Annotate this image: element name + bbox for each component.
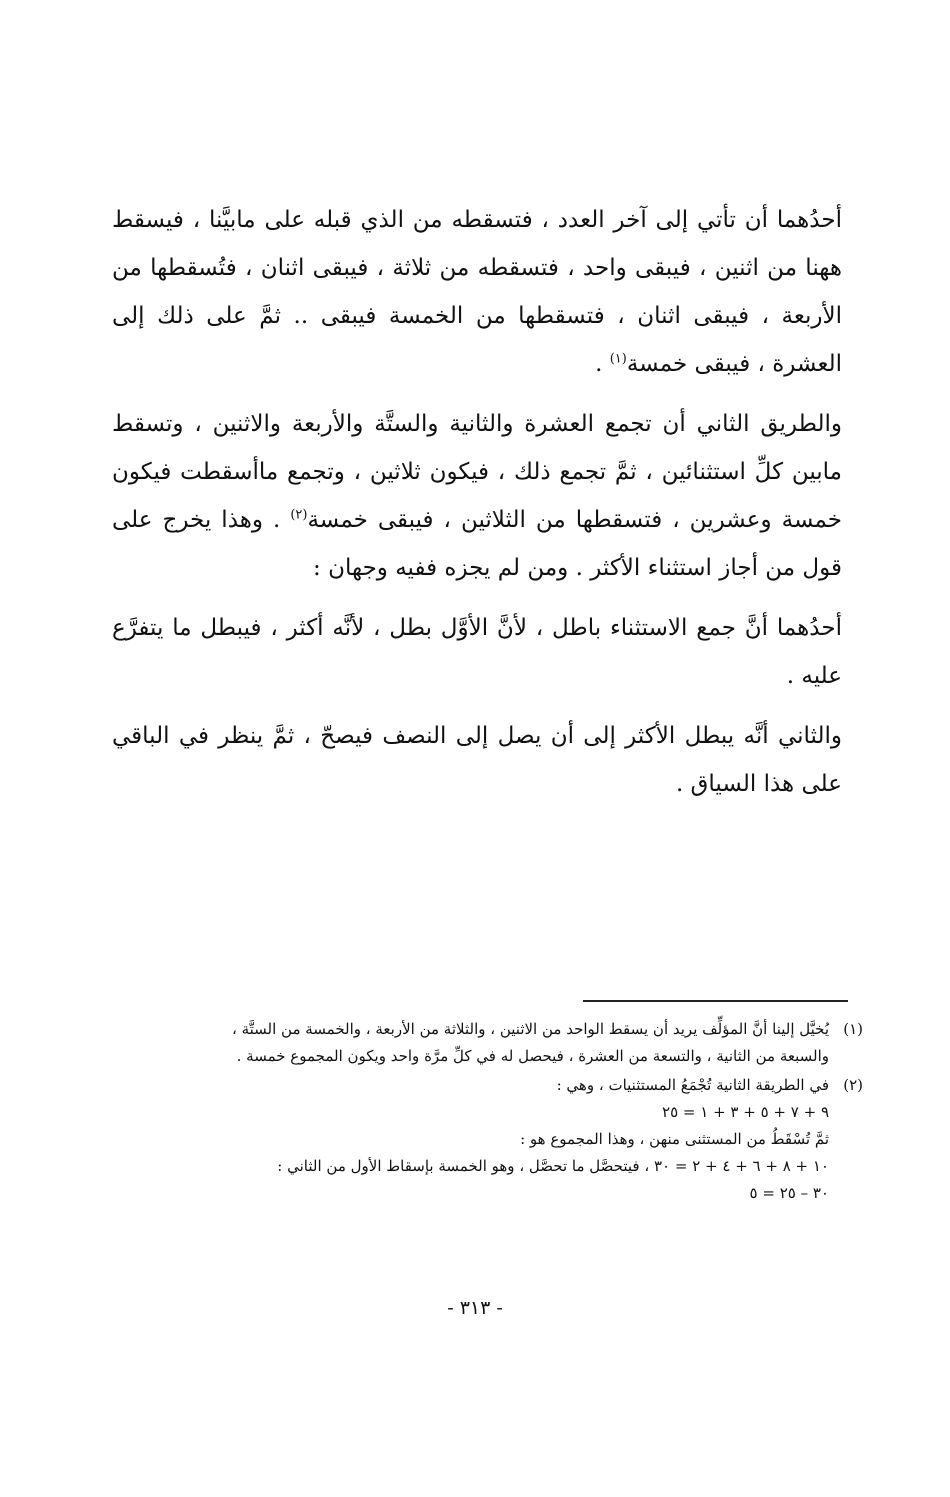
footnote-2 <box>105 1072 863 1207</box>
footnote-line: ثمَّ تُسْقَطُ من المستثنى منهن ، وهذا المجموع هو : <box>520 1130 829 1148</box>
footnote-number: (٢) <box>843 1076 863 1094</box>
footnote-equation: ٣٠ – ٢٥ = ٥ <box>749 1184 829 1202</box>
footnote-line: والسبعة من الثانية ، والتسعة من العشرة ، فيحصل له في كلِّ مرَّة واحد ويكون المجموع خمسة . <box>236 1047 829 1065</box>
paragraph-text: أحدُهما أنَّ جمع الاستثناء باطل ، لأنَّ الأوَّل بطل ، لأنَّه أكثر ، فيبطل ما يتفرَّع عليه . <box>112 615 842 689</box>
page-number: - ٣١٣ - <box>447 1297 503 1319</box>
footnote-marker[interactable]: (١) <box>609 351 627 367</box>
footnote-line: في الطريقة الثانية تُجْمَعُ المستثنيات ، وهي : <box>556 1076 829 1094</box>
paragraph-1 <box>112 196 842 388</box>
footnote-body <box>105 1072 829 1207</box>
main-text <box>112 196 842 820</box>
footnote-1 <box>105 1016 863 1070</box>
footnote-line: يُخيَّل إلينا أنَّ المؤلِّف يريد أن يسقط الواحد من الاثنين ، والثلاثة من الأربعة ، والخمسة من الستَّة ، <box>231 1020 829 1038</box>
paragraph-3 <box>112 604 842 700</box>
footnote-number: (١) <box>843 1020 863 1038</box>
footnote-equation: ٩ + ٧ + ٥ + ٣ + ١ = ٢٥ <box>662 1103 829 1121</box>
paragraph-text: أحدُهما أن تأتي إلى آخر العدد ، فتسقطه من الذي قبله على مابيَّنا ، فيسقط ههنا من اثنين ، فيبقى واحد ، فتسقطه من ثلاثة ، فيبقى اثنان ، فتُسقطها من الأربعة ، فيبقى اثنان ، فتسقطها من الخمسة فيبقى .. ثمَّ على ذلك إلى العشرة ، فيبقى خمسة <box>112 207 842 377</box>
paragraph-tail: . <box>595 351 610 377</box>
footnote-divider <box>583 1000 848 1002</box>
paragraph-tail: . وهذا يخرج على قول من أجاز استثناء الأكثر . ومن لم يجزه ففيه وجهان : <box>112 507 842 581</box>
paragraph-text: والطريق الثاني أن تجمع العشرة والثانية والستَّة والأربعة والاثنين ، وتسقط مابين كلِّ استثنائين ، ثمَّ تجمع ذلك ، فيكون ثلاثين ، وتجمع ماأسقطت فيكون خمسة وعشرين ، فتسقطها من الثلاثين ، فيبقى خمسة <box>112 411 842 533</box>
paragraph-4 <box>112 712 842 808</box>
footnotes <box>105 1016 863 1209</box>
paragraph-text: والثاني أنَّه يبطل الأكثر إلى أن يصل إلى النصف فيصحّ ، ثمَّ ينظر في الباقي على هذا السياق . <box>112 723 842 797</box>
footnote-body <box>105 1016 829 1070</box>
paragraph-2 <box>112 400 842 592</box>
footnote-marker[interactable]: (٢) <box>290 507 308 523</box>
footnote-line: ١٠ + ٨ + ٦ + ٤ + ٢ = ٣٠ ، فيتحصَّل ما تحصَّل ، وهو الخمسة بإسقاط الأول من الثاني : <box>277 1157 829 1175</box>
